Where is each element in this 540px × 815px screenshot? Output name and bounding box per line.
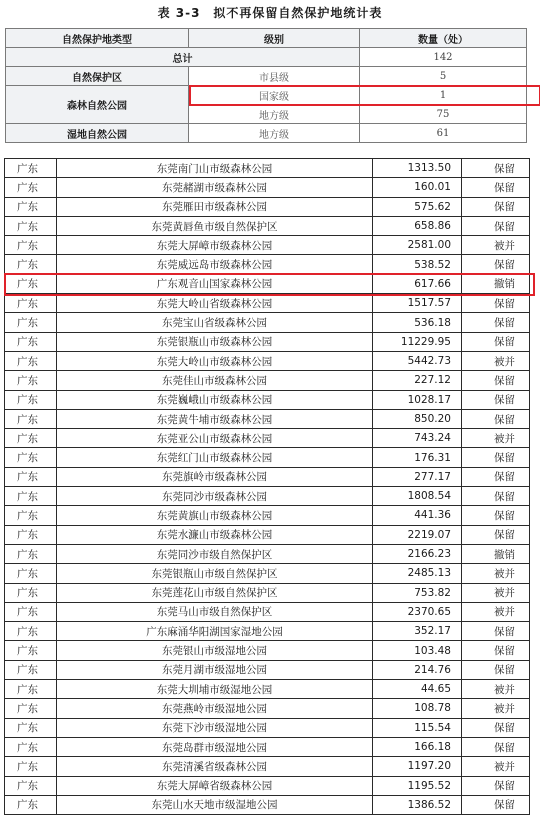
status-cell: 保留 xyxy=(462,390,530,409)
summary-row xyxy=(6,48,527,67)
summary-header-row xyxy=(6,29,527,48)
area-cell: 617.66 xyxy=(373,274,462,293)
status-cell: 被并 xyxy=(462,236,530,255)
table-row xyxy=(5,429,530,448)
site-name-cell: 东莞黄牛埔市级森林公园 xyxy=(57,409,373,428)
site-name-cell: 东莞下沙市级湿地公园 xyxy=(57,718,373,737)
summary-row xyxy=(6,86,527,105)
status-cell: 撤销 xyxy=(462,274,530,293)
table-row xyxy=(5,737,530,756)
table-row xyxy=(5,776,530,795)
province-cell: 广东 xyxy=(5,159,57,178)
province-cell: 广东 xyxy=(5,216,57,235)
province-cell: 广东 xyxy=(5,487,57,506)
site-name-cell: 东莞银瓶山市级森林公园 xyxy=(57,332,373,351)
province-cell: 广东 xyxy=(5,409,57,428)
area-cell: 536.18 xyxy=(373,313,462,332)
table-row xyxy=(5,332,530,351)
table-row xyxy=(5,718,530,737)
table-row xyxy=(5,487,530,506)
area-cell: 2370.65 xyxy=(373,602,462,621)
area-cell: 214.76 xyxy=(373,660,462,679)
summary-count: 1 xyxy=(360,86,527,105)
status-cell: 保留 xyxy=(462,795,530,814)
status-cell: 被并 xyxy=(462,699,530,718)
table-row xyxy=(5,525,530,544)
table-row xyxy=(5,236,530,255)
area-cell: 658.86 xyxy=(373,216,462,235)
site-name-cell: 东莞佳山市级森林公园 xyxy=(57,371,373,390)
site-name-cell: 东莞威远岛市级森林公园 xyxy=(57,255,373,274)
province-cell: 广东 xyxy=(5,178,57,197)
site-name-cell: 东莞水濂山市级森林公园 xyxy=(57,525,373,544)
province-cell: 广东 xyxy=(5,699,57,718)
area-cell: 166.18 xyxy=(373,737,462,756)
table-row xyxy=(5,255,530,274)
province-cell: 广东 xyxy=(5,467,57,486)
site-name-cell: 东莞银瓶山市级自然保护区 xyxy=(57,564,373,583)
table-row xyxy=(5,795,530,814)
header-level: 级别 xyxy=(189,29,360,48)
province-cell: 广东 xyxy=(5,564,57,583)
table-row xyxy=(5,409,530,428)
summary-count: 142 xyxy=(360,48,527,67)
summary-type: 湿地自然公园 xyxy=(6,124,189,143)
site-name-cell: 东莞红门山市级森林公园 xyxy=(57,448,373,467)
site-name-cell: 东莞黄旗山市级森林公园 xyxy=(57,506,373,525)
province-cell: 广东 xyxy=(5,313,57,332)
status-cell: 被并 xyxy=(462,757,530,776)
area-cell: 1386.52 xyxy=(373,795,462,814)
site-name-cell: 东莞山水天地市级湿地公园 xyxy=(57,795,373,814)
table-row xyxy=(5,371,530,390)
status-cell: 保留 xyxy=(462,448,530,467)
table-row xyxy=(5,699,530,718)
province-cell: 广东 xyxy=(5,390,57,409)
status-cell: 保留 xyxy=(462,622,530,641)
table-row xyxy=(5,294,530,313)
table-row xyxy=(5,506,530,525)
area-cell: 115.54 xyxy=(373,718,462,737)
province-cell: 广东 xyxy=(5,680,57,699)
province-cell: 广东 xyxy=(5,602,57,621)
area-cell: 1808.54 xyxy=(373,487,462,506)
table-row xyxy=(5,544,530,563)
status-cell: 保留 xyxy=(462,737,530,756)
site-name-cell: 东莞大岭山省级森林公园 xyxy=(57,294,373,313)
status-cell: 保留 xyxy=(462,371,530,390)
summary-type: 森林自然公园 xyxy=(6,86,189,124)
summary-level: 地方级 xyxy=(189,124,360,143)
table-row xyxy=(5,660,530,679)
table-row xyxy=(5,448,530,467)
area-cell: 575.62 xyxy=(373,197,462,216)
site-name-cell: 东莞马山市级自然保护区 xyxy=(57,602,373,621)
province-cell: 广东 xyxy=(5,294,57,313)
status-cell: 保留 xyxy=(462,332,530,351)
table-row xyxy=(5,602,530,621)
province-cell: 广东 xyxy=(5,274,57,293)
province-cell: 广东 xyxy=(5,371,57,390)
province-cell: 广东 xyxy=(5,236,57,255)
site-name-cell: 东莞大屏嶂市级森林公园 xyxy=(57,236,373,255)
site-name-cell: 东莞岛群市级湿地公园 xyxy=(57,737,373,756)
site-name-cell: 东莞赭湖市级森林公园 xyxy=(57,178,373,197)
status-cell: 撤销 xyxy=(462,544,530,563)
status-cell: 保留 xyxy=(462,718,530,737)
area-cell: 850.20 xyxy=(373,409,462,428)
province-cell: 广东 xyxy=(5,660,57,679)
status-cell: 保留 xyxy=(462,197,530,216)
site-name-cell: 东莞南门山市级森林公园 xyxy=(57,159,373,178)
status-cell: 保留 xyxy=(462,216,530,235)
site-name-cell: 广东麻涌华阳湖国家湿地公园 xyxy=(57,622,373,641)
province-cell: 广东 xyxy=(5,351,57,370)
site-name-cell: 东莞银山市级湿地公园 xyxy=(57,641,373,660)
site-name-cell: 东莞燕岭市级湿地公园 xyxy=(57,699,373,718)
summary-level: 国家级 xyxy=(189,86,360,105)
province-cell: 广东 xyxy=(5,641,57,660)
area-cell: 1197.20 xyxy=(373,757,462,776)
status-cell: 被并 xyxy=(462,564,530,583)
summary-count: 5 xyxy=(360,67,527,86)
status-cell: 保留 xyxy=(462,506,530,525)
status-cell: 保留 xyxy=(462,467,530,486)
summary-type: 总计 xyxy=(6,48,360,67)
province-cell: 广东 xyxy=(5,583,57,602)
status-cell: 保留 xyxy=(462,660,530,679)
site-name-cell: 东莞大屏嶂省级森林公园 xyxy=(57,776,373,795)
table-row xyxy=(5,390,530,409)
area-cell: 2166.23 xyxy=(373,544,462,563)
province-cell: 广东 xyxy=(5,448,57,467)
summary-count: 75 xyxy=(360,105,527,124)
site-name-cell: 东莞月湖市级湿地公园 xyxy=(57,660,373,679)
province-cell: 广东 xyxy=(5,718,57,737)
status-cell: 被并 xyxy=(462,680,530,699)
area-cell: 108.78 xyxy=(373,699,462,718)
area-cell: 2219.07 xyxy=(373,525,462,544)
summary-row xyxy=(6,124,527,143)
site-name-cell: 东莞同沙市级森林公园 xyxy=(57,487,373,506)
province-cell: 广东 xyxy=(5,795,57,814)
province-cell: 广东 xyxy=(5,544,57,563)
area-cell: 1028.17 xyxy=(373,390,462,409)
province-cell: 广东 xyxy=(5,776,57,795)
site-name-cell: 东莞清溪省级森林公园 xyxy=(57,757,373,776)
site-name-cell: 东莞大岭山市级森林公园 xyxy=(57,351,373,370)
province-cell: 广东 xyxy=(5,429,57,448)
area-cell: 2485.13 xyxy=(373,564,462,583)
status-cell: 被并 xyxy=(462,602,530,621)
status-cell: 保留 xyxy=(462,487,530,506)
table-row xyxy=(5,622,530,641)
detail-table xyxy=(4,158,530,815)
table-row xyxy=(5,351,530,370)
table-caption: 表 3-3 拟不再保留自然保护地统计表 xyxy=(157,6,383,20)
summary-table xyxy=(5,28,527,143)
area-cell: 11229.95 xyxy=(373,332,462,351)
site-name-cell: 东莞莲花山市级自然保护区 xyxy=(57,583,373,602)
table-row xyxy=(5,564,530,583)
status-cell: 保留 xyxy=(462,409,530,428)
summary-type: 自然保护区 xyxy=(6,67,189,86)
area-cell: 753.82 xyxy=(373,583,462,602)
status-cell: 保留 xyxy=(462,313,530,332)
site-name-cell: 东莞亚公山市级森林公园 xyxy=(57,429,373,448)
province-cell: 广东 xyxy=(5,197,57,216)
table-row xyxy=(5,680,530,699)
detail-table-body xyxy=(5,159,530,815)
site-name-cell: 东莞巍峨山市级森林公园 xyxy=(57,390,373,409)
summary-level: 市县级 xyxy=(189,67,360,86)
area-cell: 277.17 xyxy=(373,467,462,486)
status-cell: 保留 xyxy=(462,255,530,274)
site-name-cell: 东莞黄唇鱼市级自然保护区 xyxy=(57,216,373,235)
area-cell: 538.52 xyxy=(373,255,462,274)
status-cell: 被并 xyxy=(462,429,530,448)
status-cell: 保留 xyxy=(462,776,530,795)
status-cell: 保留 xyxy=(462,159,530,178)
area-cell: 103.48 xyxy=(373,641,462,660)
area-cell: 2581.00 xyxy=(373,236,462,255)
status-cell: 保留 xyxy=(462,178,530,197)
area-cell: 743.24 xyxy=(373,429,462,448)
province-cell: 广东 xyxy=(5,255,57,274)
table-row xyxy=(5,757,530,776)
status-cell: 被并 xyxy=(462,583,530,602)
status-cell: 保留 xyxy=(462,525,530,544)
province-cell: 广东 xyxy=(5,506,57,525)
province-cell: 广东 xyxy=(5,332,57,351)
table-row xyxy=(5,583,530,602)
area-cell: 1517.57 xyxy=(373,294,462,313)
area-cell: 1195.52 xyxy=(373,776,462,795)
area-cell: 227.12 xyxy=(373,371,462,390)
area-cell: 441.36 xyxy=(373,506,462,525)
status-cell: 保留 xyxy=(462,641,530,660)
summary-level: 地方级 xyxy=(189,105,360,124)
table-row xyxy=(5,641,530,660)
province-cell: 广东 xyxy=(5,737,57,756)
table-row xyxy=(5,467,530,486)
area-cell: 1313.50 xyxy=(373,159,462,178)
site-name-cell: 东莞大圳埔市级湿地公园 xyxy=(57,680,373,699)
province-cell: 广东 xyxy=(5,525,57,544)
province-cell: 广东 xyxy=(5,757,57,776)
province-cell: 广东 xyxy=(5,622,57,641)
status-cell: 保留 xyxy=(462,294,530,313)
site-name-cell: 东莞雁田市级森林公园 xyxy=(57,197,373,216)
header-count: 数量（处） xyxy=(360,29,527,48)
status-cell: 被并 xyxy=(462,351,530,370)
site-name-cell: 东莞同沙市级自然保护区 xyxy=(57,544,373,563)
site-name-cell: 广东观音山国家森林公园 xyxy=(57,274,373,293)
table-row xyxy=(5,197,530,216)
area-cell: 44.65 xyxy=(373,680,462,699)
area-cell: 160.01 xyxy=(373,178,462,197)
table-row xyxy=(5,274,530,293)
area-cell: 176.31 xyxy=(373,448,462,467)
summary-count: 61 xyxy=(360,124,527,143)
summary-row xyxy=(6,67,527,86)
table-row xyxy=(5,313,530,332)
table-row xyxy=(5,178,530,197)
area-cell: 5442.73 xyxy=(373,351,462,370)
table-row xyxy=(5,216,530,235)
site-name-cell: 东莞宝山省级森林公园 xyxy=(57,313,373,332)
site-name-cell: 东莞旗岭市级森林公园 xyxy=(57,467,373,486)
header-type: 自然保护地类型 xyxy=(6,29,189,48)
table-row xyxy=(5,159,530,178)
area-cell: 352.17 xyxy=(373,622,462,641)
